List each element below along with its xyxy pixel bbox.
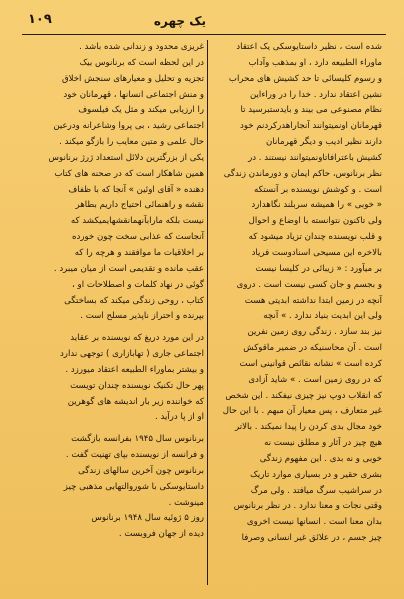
text-line: شده است ، نظیر داستایوسکی یک اعتقاد [236,42,382,52]
text-line: عقب مانده و تقدیمی است از میان میبرد . [53,263,204,274]
text-line: ولی این ابدیت بنیاد ندارد . » آنچه [263,311,382,322]
text-line: و رسوم کلیسائی تا حد کشیش های محراب [228,73,382,84]
text-line: چیز جسم ، در علائق غیر انسانی وصرفا [241,533,382,544]
text-line: غیر متعارف ، پس معیار آن مبهم . با این حال [222,406,382,417]
text-line: نظر برنانوس، حاکم ایمان و دورماندن زندگی [223,168,382,179]
text-line: بدان معنا است . انسانها نیست اخروی [246,517,382,528]
text-line: در این مورد دریغ که نویسنده بر عقاید [70,333,204,344]
right-text-column [212,40,382,585]
text-line: روز ۵ ژوئیه سال ۱۹۴۸ برنانوس [91,513,204,524]
text-line: و بیشتر بماوراء الطبیعه اعتقاد میورزد . [65,364,204,375]
text-line: هیچ چیز در آثار و مطلق نیست نه [264,438,382,449]
text-line: پهر حال تکنیک نویسنده چندان تویست [70,380,204,391]
text-line: کشیش باعترافاتاونمیتوانند نیستند . در [248,152,382,163]
left-text-column [34,40,204,540]
text-line: مینوشت . [168,497,204,508]
text-line: بر اخلاقیات ما موافقند و هرچه را که [74,247,204,258]
text-line: همین شاهکار است که در صحنه های کتاب [54,168,204,179]
text-line: « خوبی » را همیشه سربلند نگاهدارد [251,200,382,211]
text-line: و فرانسه از نویسنده بپای تهنیت گفت . [65,450,204,461]
text-line: که خواننده زیر بار اندیشه های گوهرین [67,396,204,407]
text-line: بپرنده و احتراز ناپذیر مسلح است . [80,311,204,322]
text-line: بر میآورد : « زیبائی در کلیسا نیست [255,263,382,274]
text-line: داستایوسکی با شوروالتهابی مذهبی چیز [63,481,204,492]
text-line: آنجاست که عذابی سخت چون خورده [71,232,204,243]
text-line: و بجسم و جان کسی نیست است . دروی [236,279,382,290]
page-title: یک چهره [153,14,206,28]
text-line: کتاب ، روحی زندگی میکند که بساختگی [64,295,204,306]
text-line: که انقلاب دوپ نیز چیزی نیفکند . این شخص [225,390,382,401]
text-line: است . و کوشش نویسنده بر آنستکه [253,184,382,195]
text-line: غریزی محدود و زندانی شده باشد . [79,42,204,52]
text-line: آنچه در زمین ابتدا نداشته ابدیتی هست [244,295,382,306]
text-line: خود مجال بدی کردن را پیدا نمیکند . بالاتر [234,422,382,433]
text-line: و قلب نویسنده چندان تزیاد میشود که [248,232,382,243]
text-line: در سراشیب سرگ میافتد . ولی مرگ [250,485,382,496]
text-line: برنانوس چون آخرین سالهای زندگی [78,465,204,476]
text-line: وقتی نجات و معنا ندارد . در نظر برنانوس [233,501,382,512]
text-line: برنانوس سال ۱۹۴۵ بفرانسه بازگشت [71,434,204,445]
text-line: نیست بلکه مارابآنهمانقشهایمیکشد که [70,216,204,227]
text-line: و منش اجتماعی انسانها ، قهرمانان خود [63,89,204,100]
text-line: نیز بند سازد . زندگی روی زمین نفرین [247,327,382,338]
text-line: خوبی و نه بدی . این مفهوم زندگی [259,453,382,464]
text-line: دارند نظیر ادیب و دیگر قهرمانان [266,137,382,148]
text-line: را ارزیابی میکند و مثل یک فیلسوف [78,105,204,116]
text-line: دهنده « آقای اوئین » آنجا که با ظفاف [68,184,204,195]
page-header [20,8,384,34]
column-divider [207,40,208,585]
text-line: ماوراء الطبیعه دارد ، او بمذهب وآداب [248,57,382,68]
text-line: بالاخره این مسیحی اسنادوست فریاد [251,247,382,258]
text-line: نظام مصنوعی می بیند و بایدستبرسید تا [240,105,382,116]
text-line: حال علمی و متین معایب را بازگو میکند . [59,137,204,148]
text-line: نقشه و راهنمائی احتیاج داریم بطاهر [75,200,204,211]
page-number: ۱۰۹ [28,12,52,27]
text-line: کرده است » نشانه نقائص قوانینی است [239,358,382,369]
text-line: او از پا درآید . [154,412,204,423]
text-line: تجزیه و تحلیل و معیارهای سنجش اخلاق [61,73,204,84]
header-rule [22,34,386,35]
text-line: در این لحظه است که برنانوس بیک [79,57,204,68]
text-line: گوئی در نهاد کلمات و اصطلاحات او ، [72,279,204,290]
text-line: دیده از جهان فروبست . [118,529,204,540]
text-line: است . آن محاسنیکه در ضمیر ماقوکش [243,343,382,354]
text-line: اجتماعی رشید ، بی پروا وشاعرانه ودرعین [53,121,204,132]
text-line: اجتماعی جاری ( تهابازاری ) توجهی ندارد [59,349,204,360]
text-line: ولی تاکنون نتوانسته با اوضاع و احوال [248,216,382,227]
text-line: که در روی زمین است . » شاید آزادی [248,374,382,385]
text-line: قهرمانان اونمیتوانند آنجاراهدرکردنم خود [240,121,382,132]
text-line: یکی از بزرگترین دلائل استعداد ژرژ برنانوس [48,152,204,163]
text-line: نشین اعتقاد ندارد . خدا را در وراءاین [250,89,382,100]
text-line: بشری حقیر و در بسیاری موارد تاریک [250,469,382,480]
